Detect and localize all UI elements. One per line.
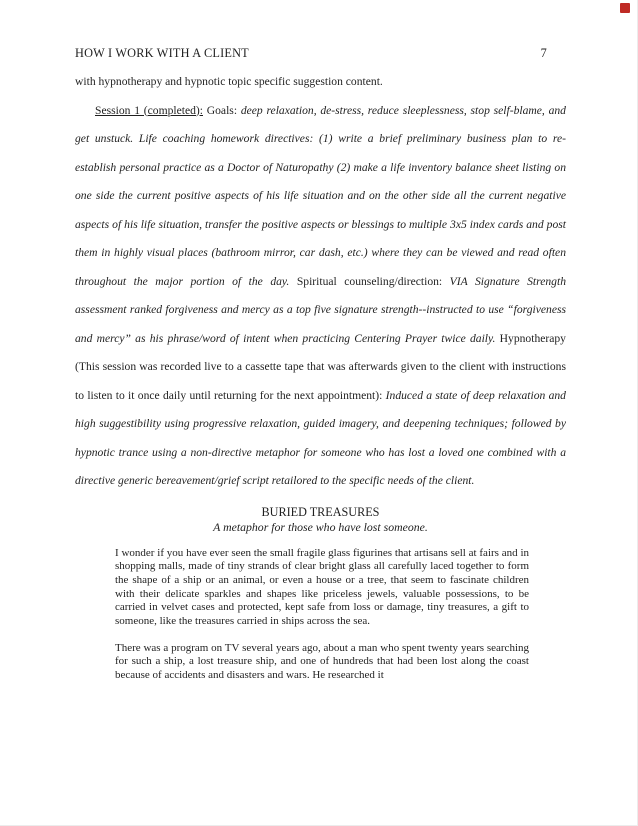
paragraph	[115, 547, 529, 629]
text-segment: Hypnotherapy (This session was recorded live to a cassette tape that was afterwards given to the client with instructions to listen to it once daily until returning for the next appointment):	[75, 331, 566, 402]
paragraph	[75, 97, 566, 496]
text-segment: VIA Signature Strength assessment ranked forgiveness and mercy as a top five signature strength--instructed to use “forgiveness and mercy” as his phrase/word of intent when practicing Centering Prayer twice daily.	[75, 274, 566, 345]
corner-mark	[620, 3, 630, 13]
text-segment: deep relaxation, de-stress, reduce sleeplessness, stop self-blame, and get unstuck.	[75, 103, 566, 145]
text-segment: Goals:	[203, 103, 241, 117]
paragraph	[115, 642, 529, 683]
text-segment: BURIED TREASURES	[261, 504, 380, 519]
paragraph	[75, 520, 566, 534]
text-segment: Life coaching homework directives: (1) write a brief preliminary business plan to re-establish personal practice as a Doctor of Naturopathy (2) make a life inventory balance sheet listing on one side the current positive aspects of his life situation and on the other side all the current negative aspects of his life situation, transfer the positive aspects or blessings to multiple 3x5 index cards and post them in highly visual places (bathroom mirror, car dash, etc.) where they can be viewed and read often throughout the major portion of the day.	[75, 132, 566, 288]
running-header-title: HOW I WORK WITH A CLIENT	[75, 46, 249, 60]
text-segment: Session 1 (completed):	[95, 103, 203, 117]
page-number: 7	[540, 46, 547, 60]
text-segment: with hypnotherapy and hypnotic topic specific suggestion content.	[75, 75, 383, 88]
text-segment: Induced a state of deep relaxation and high suggestibility using progressive relaxation, guided imagery, and deepening techniques; followed by hypnotic trance using a non-directive metaphor for someone who has lost a loved one combined with a directive generic bereavement/grief script retailored to the specific needs of the client.	[75, 388, 566, 487]
text-segment: A metaphor for those who have lost someone.	[213, 519, 428, 534]
paragraph	[75, 68, 566, 97]
text-segment: Spiritual counseling/direction:	[289, 274, 450, 288]
running-header	[75, 46, 557, 61]
text-segment: I wonder if you have ever seen the small fragile glass figurines that artisans sell at fairs and in shopping malls, made of tiny strands of clear bright glass all carefully laced together to form the shape of a ship or an animal, or even a house or a tree, that seem to fascinate children with their delicate sparkles and shapes like priceless jewels, valuable possessions, to be carried in velvet cases and protected, kept safe from loss or damage, tiny treasures, a gift to someone, like the treasures carried in ships across the sea.	[115, 546, 529, 628]
text-segment: There was a program on TV several years ago, about a man who spent twenty years searching for such a ship, a lost treasure ship, and one of hundreds that had been lost along the coast because of accidents and disasters and wars. He researched it	[115, 641, 529, 682]
document-body	[75, 68, 566, 683]
paragraph	[75, 505, 566, 520]
